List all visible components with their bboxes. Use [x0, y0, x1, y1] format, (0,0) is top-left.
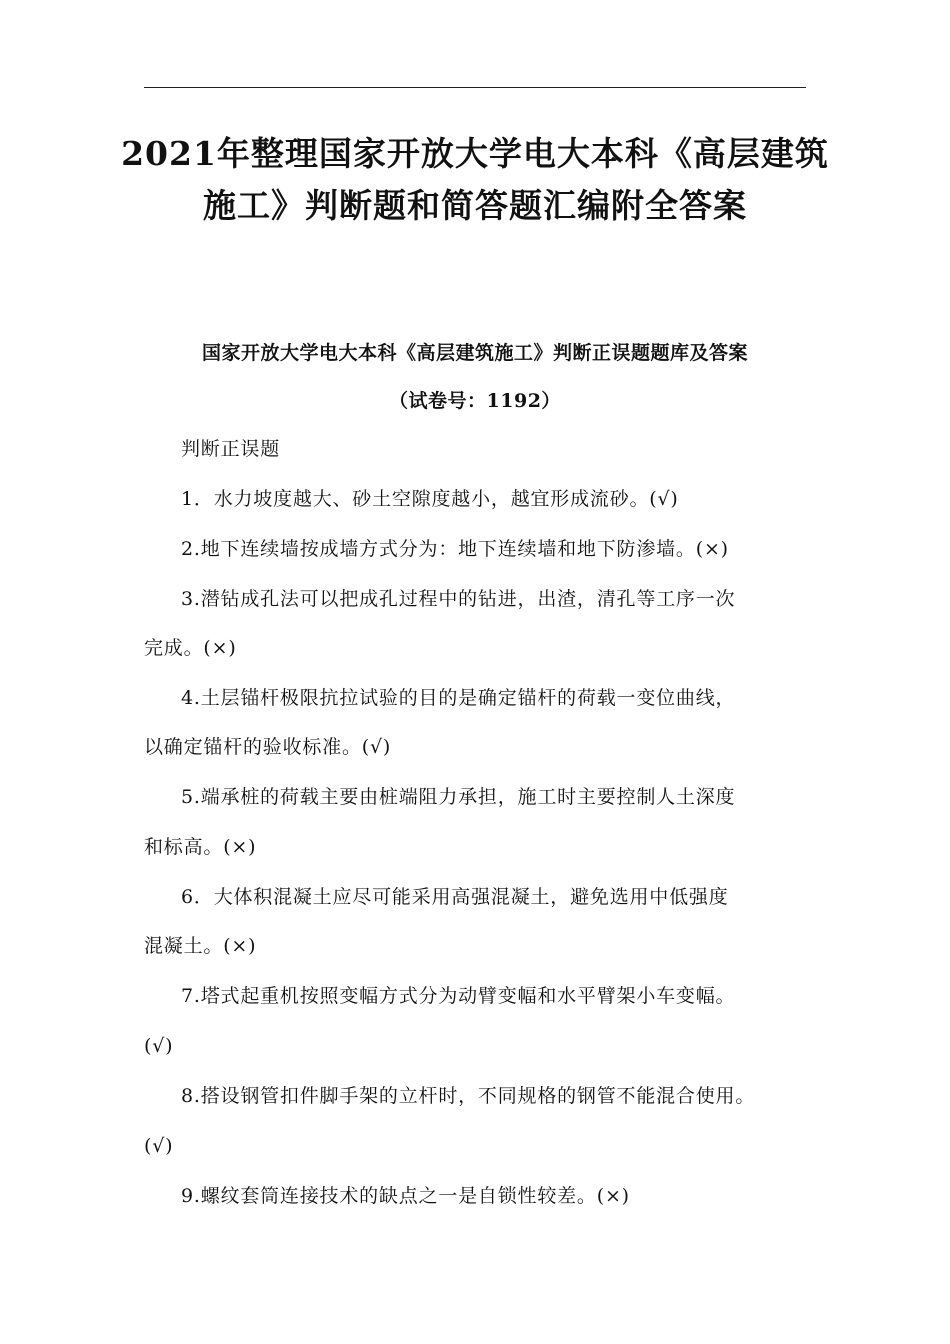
header-rule	[144, 87, 806, 88]
question-3: 3.潜钻成孔法可以把成孔过程中的钻进，出渣，清孔等工序一次	[181, 588, 736, 610]
section-label: 判断正误题	[181, 438, 281, 460]
exam-code: （试卷号：1192）	[389, 390, 561, 412]
question-5-continued: 和标高。(×)	[144, 836, 257, 858]
question-9: 9.螺纹套筒连接技术的缺点之一是自锁性较差。(×)	[181, 1185, 630, 1207]
question-7-continued: (√)	[144, 1035, 174, 1057]
question-7: 7.塔式起重机按照变幅方式分为动臂变幅和水平臂架小车变幅。	[181, 985, 736, 1007]
document-title-line-2: 施工》判断题和简答题汇编附全答案	[203, 186, 747, 225]
document-title	[120, 128, 830, 232]
question-8-continued: (√)	[144, 1135, 174, 1157]
question-6-continued: 混凝土。(×)	[144, 935, 257, 957]
question-2: 2.地下连续墙按成墙方式分为：地下连续墙和地下防渗墙。(×)	[181, 538, 729, 560]
question-4: 4.土层锚杆极限抗拉试验的目的是确定锚杆的荷载一变位曲线，	[181, 687, 736, 709]
question-8: 8.搭设钢管扣件脚手架的立杆时，不同规格的钢管不能混合使用。	[181, 1085, 756, 1107]
question-1: 1．水力坡度越大、砂土空隙度越小，越宜形成流砂。(√)	[181, 488, 679, 510]
document-title-line-1: 2021年整理国家开放大学电大本科《高层建筑	[121, 134, 829, 173]
question-3-continued: 完成。(×)	[144, 637, 237, 659]
question-5: 5.端承桩的荷载主要由桩端阻力承担，施工时主要控制人土深度	[181, 786, 736, 808]
question-6: 6．大体积混凝土应尽可能采用高强混凝土，避免选用中低强度	[181, 886, 729, 908]
question-4-continued: 以确定锚杆的验收标准。(√)	[144, 736, 392, 758]
section-heading: 国家开放大学电大本科《高层建筑施工》判断正误题题库及答案	[201, 342, 748, 364]
